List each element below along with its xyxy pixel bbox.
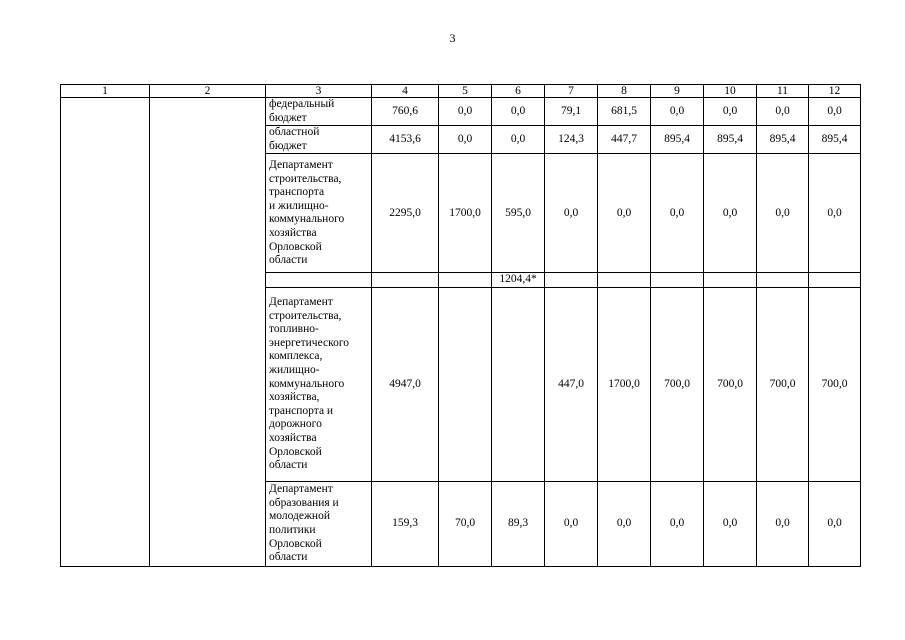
value-cell: 89,3 [492,481,545,566]
value-cell: 1700,0 [598,287,651,481]
value-cell: 0,0 [757,481,809,566]
value-cell: 70,0 [439,481,492,566]
row-label: Департамент строительства, топливно- энергетического комплекса, жилищно- коммунального хозяйства, транспорта и дорожного хозяйства Орловской области [266,287,372,481]
value-cell: 0,0 [651,98,704,126]
value-cell: 595,0 [492,154,545,273]
value-cell: 447,0 [545,287,598,481]
value-cell: 895,4 [651,126,704,154]
value-cell: 0,0 [439,126,492,154]
header-cell-6: 6 [492,85,545,98]
value-cell: 0,0 [809,98,861,126]
value-cell: 0,0 [651,481,704,566]
value-cell: 0,0 [598,481,651,566]
value-cell: 760,6 [372,98,439,126]
value-cell: 895,4 [704,126,757,154]
row-label: федеральный бюджет [266,98,372,126]
budget-table [60,84,861,567]
value-cell: 0,0 [757,98,809,126]
value-cell: 0,0 [809,154,861,273]
value-cell [439,287,492,481]
header-cell-5: 5 [439,85,492,98]
value-cell: 0,0 [545,481,598,566]
value-cell: 700,0 [757,287,809,481]
row-label: Департамент образования и молодежной политики Орловской области [266,481,372,566]
value-cell: 2295,0 [372,154,439,273]
value-cell: 895,4 [757,126,809,154]
header-cell-1: 1 [61,85,150,98]
value-cell: 0,0 [704,98,757,126]
value-cell: 700,0 [651,287,704,481]
header-row [61,85,861,98]
value-cell [757,273,809,288]
header-cell-11: 11 [757,85,809,98]
value-cell: 159,3 [372,481,439,566]
header-cell-9: 9 [651,85,704,98]
table-row [61,98,861,126]
value-cell: 0,0 [704,481,757,566]
value-cell: 4947,0 [372,287,439,481]
value-cell [372,273,439,288]
value-cell: 681,5 [598,98,651,126]
row-label [266,273,372,288]
value-cell: 0,0 [757,154,809,273]
value-cell: 0,0 [809,481,861,566]
value-cell [492,287,545,481]
value-cell [651,273,704,288]
value-cell: 124,3 [545,126,598,154]
value-cell: 0,0 [492,126,545,154]
value-cell: 0,0 [598,154,651,273]
value-cell [704,273,757,288]
value-cell: 700,0 [809,287,861,481]
header-cell-7: 7 [545,85,598,98]
value-cell: 1700,0 [439,154,492,273]
row-label: Департамент строительства, транспорта и жилищно- коммунального хозяйства Орловской области [266,154,372,273]
header-cell-8: 8 [598,85,651,98]
value-cell: 895,4 [809,126,861,154]
value-cell: 4153,6 [372,126,439,154]
header-cell-3: 3 [266,85,372,98]
value-cell: 0,0 [651,154,704,273]
header-cell-10: 10 [704,85,757,98]
value-cell: 447,7 [598,126,651,154]
value-cell: 0,0 [704,154,757,273]
header-cell-2: 2 [150,85,266,98]
merged-cell-col2 [150,98,266,567]
row-label: областной бюджет [266,126,372,154]
value-cell: 79,1 [545,98,598,126]
value-cell: 1204,4* [492,273,545,288]
value-cell: 0,0 [439,98,492,126]
value-cell [598,273,651,288]
value-cell: 0,0 [545,154,598,273]
value-cell: 0,0 [492,98,545,126]
header-cell-12: 12 [809,85,861,98]
value-cell [439,273,492,288]
header-cell-4: 4 [372,85,439,98]
value-cell [545,273,598,288]
value-cell: 700,0 [704,287,757,481]
page-number: 3 [449,31,456,45]
merged-cell-col1 [61,98,150,567]
value-cell [809,273,861,288]
